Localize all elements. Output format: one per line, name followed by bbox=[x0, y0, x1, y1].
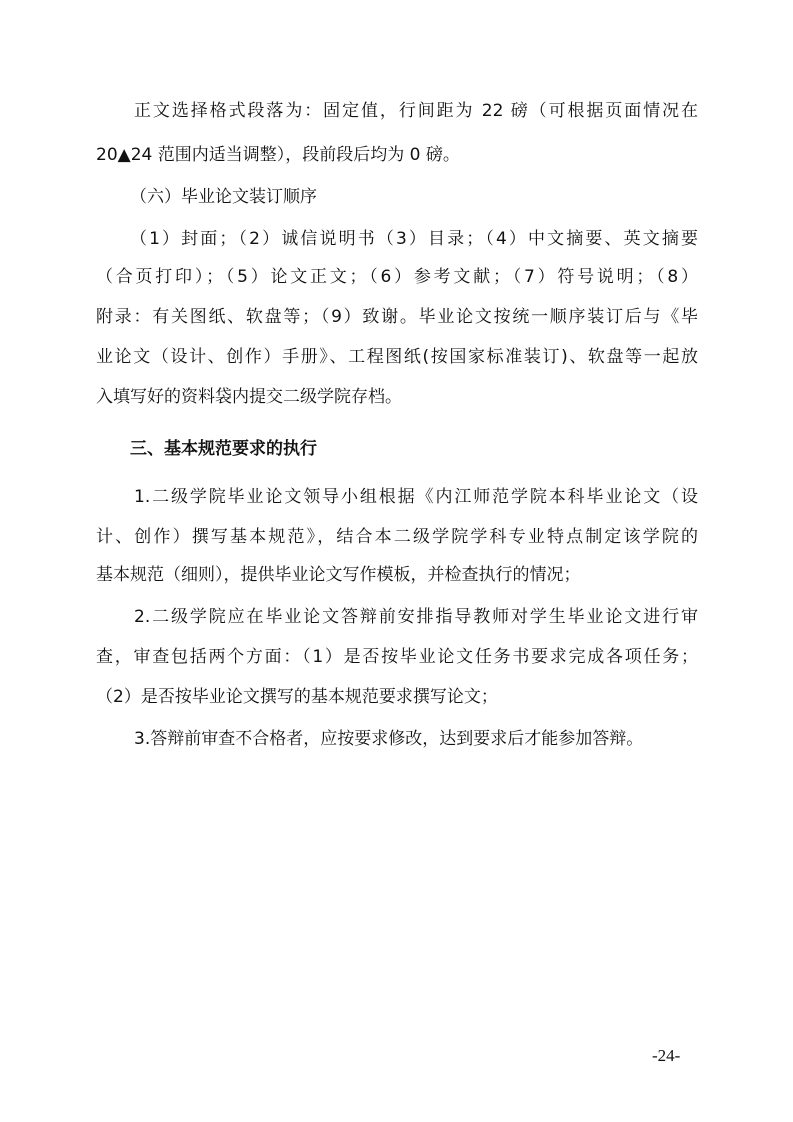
paragraph-line: 业论文（设计、创作）手册》、工程图纸(按国家标准装订)、软盘等一起放 bbox=[96, 347, 698, 367]
paragraph-line: （2）是否按毕业论文撰写的基本规范要求撰写论文； bbox=[96, 687, 498, 707]
section-heading: （六）毕业论文装订顺序 bbox=[130, 187, 317, 207]
paragraph-line: （1）封面；（2）诚信说明书（3）目录；（4）中文摘要、英文摘要 bbox=[130, 229, 698, 249]
paragraph-line: 3.答辩前审查不合格者，应按要求修改，达到要求后才能参加答辩。 bbox=[134, 729, 644, 749]
paragraph-line: 入填写好的资料袋内提交二级学院存档。 bbox=[96, 387, 402, 407]
page-number: -24- bbox=[652, 1046, 681, 1065]
paragraph-line: 计、创作）撰写基本规范》，结合本二级学院学科专业特点制定该学院的 bbox=[96, 527, 698, 547]
paragraph-line: （合页打印）；（5）论文正文；（6）参考文献；（7）符号说明；（8） bbox=[96, 267, 698, 287]
paragraph-line: 正文选择格式段落为：固定值，行间距为 22 磅（可根据页面情况在 bbox=[134, 101, 698, 121]
paragraph-line: 20▲24 范围内适当调整），段前段后均为 0 磅。 bbox=[96, 145, 460, 165]
paragraph-line: 附录：有关图纸、软盘等；（9）致谢。毕业论文按统一顺序装订后与《毕 bbox=[96, 307, 698, 327]
paragraph-line: 查，审查包括两个方面：（1）是否按毕业论文任务书要求完成各项任务； bbox=[96, 647, 698, 667]
section-heading: 三、基本规范要求的执行 bbox=[130, 439, 317, 459]
paragraph-line: 1.二级学院毕业论文领导小组根据《内江师范学院本科毕业论文（设 bbox=[134, 487, 698, 507]
paragraph-line: 2.二级学院应在毕业论文答辩前安排指导教师对学生毕业论文进行审 bbox=[134, 607, 698, 627]
paragraph-line: 基本规范（细则），提供毕业论文写作模板，并检查执行的情况； bbox=[96, 565, 581, 585]
